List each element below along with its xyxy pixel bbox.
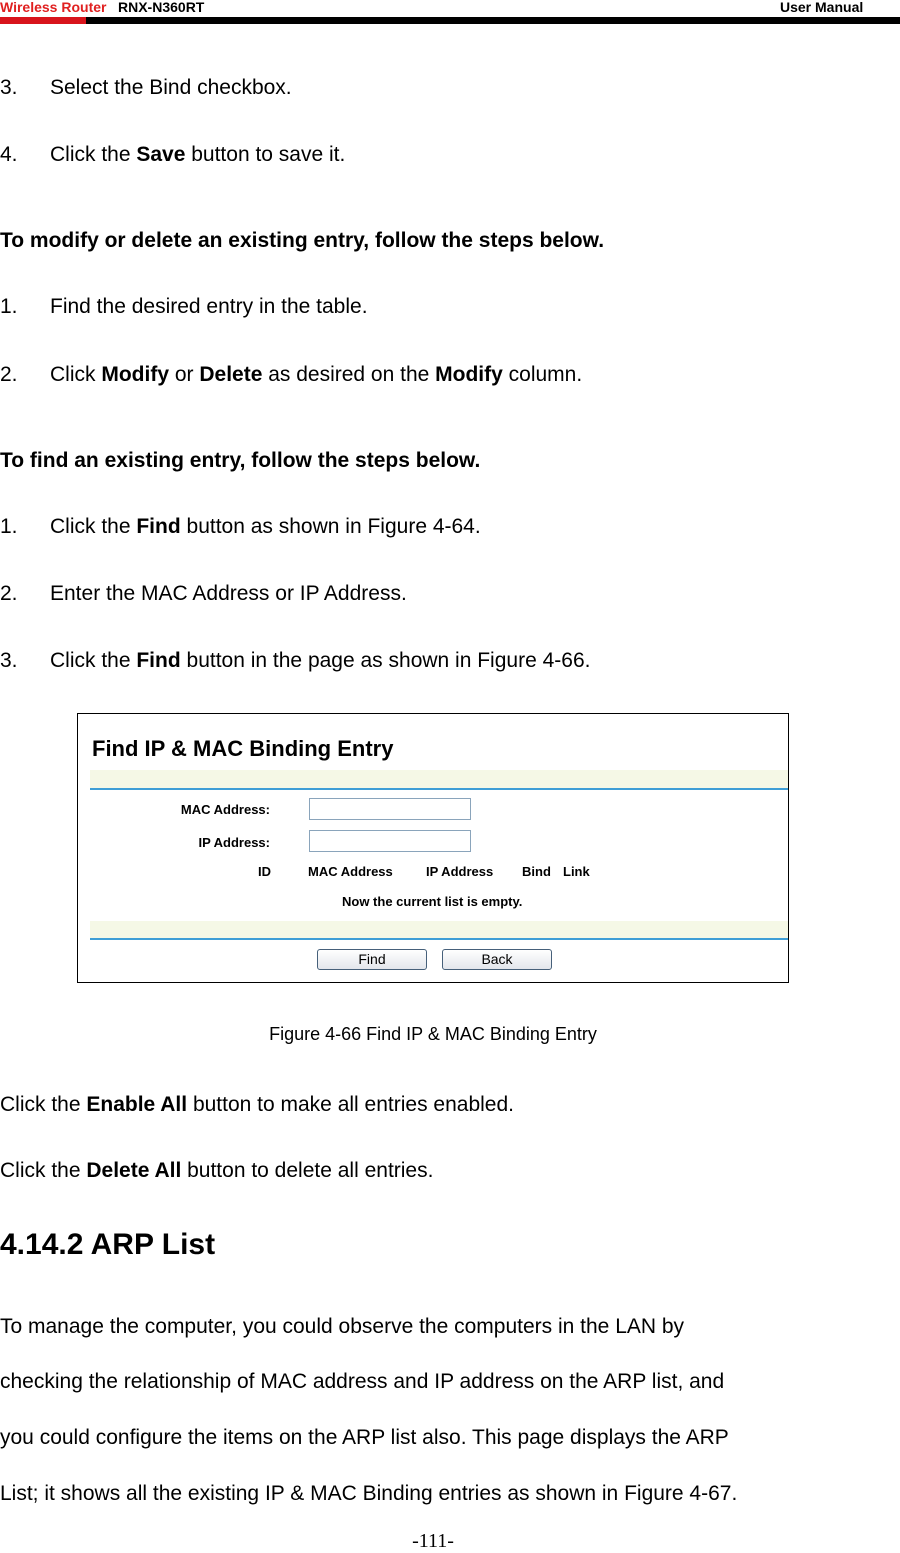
step-click-find-page xyxy=(0,648,590,674)
step-text: or xyxy=(169,363,200,386)
page-number: -111- xyxy=(412,1530,454,1552)
step-text: Click the xyxy=(50,515,137,538)
paragraph-line: checking the relationship of MAC address and IP address on the ARP list, and xyxy=(0,1370,725,1393)
step-number: 3. xyxy=(0,649,18,672)
top-rule xyxy=(90,788,788,790)
body-text: button to make all entries enabled. xyxy=(187,1093,514,1116)
column-ip-address: IP Address xyxy=(426,864,494,879)
column-mac-address: MAC Address xyxy=(308,864,393,879)
step-number: 3. xyxy=(0,76,18,99)
step-text: as desired on the xyxy=(262,363,436,386)
header-brand: Wireless Router xyxy=(0,0,107,15)
step-click-find xyxy=(0,514,481,540)
body-text: Click the xyxy=(0,1159,87,1182)
step-number: 4. xyxy=(0,143,18,166)
step-find-entry xyxy=(0,294,368,320)
paragraph-line: you could configure the items on the ARP list also. This page displays the ARP xyxy=(0,1426,729,1449)
step-text: Click xyxy=(50,363,102,386)
column-link: Link xyxy=(563,864,590,879)
delete-all-text xyxy=(0,1158,433,1184)
figure-title: Find IP & MAC Binding Entry xyxy=(92,736,394,761)
empty-list-message: Now the current list is empty. xyxy=(342,894,523,909)
step-bold: Modify xyxy=(101,363,169,386)
step-text: button in the page as shown in Figure 4-66. xyxy=(180,649,591,672)
section-title: 4.14.2 ARP List xyxy=(0,1228,216,1261)
step-enter-address xyxy=(0,581,407,607)
step-text: Find the desired entry in the table. xyxy=(50,295,368,318)
body-bold: Enable All xyxy=(86,1093,188,1116)
step-text: button to save it. xyxy=(185,143,346,166)
find-button[interactable]: Find xyxy=(317,949,427,970)
back-button[interactable]: Back xyxy=(442,949,552,970)
ip-address-input[interactable] xyxy=(309,830,471,852)
step-number: 1. xyxy=(0,295,18,318)
find-heading: To find an existing entry, follow the steps below. xyxy=(0,449,481,472)
mac-address-label: MAC Address: xyxy=(180,802,270,817)
step-text: Click the xyxy=(50,649,137,672)
step-modify-delete xyxy=(0,362,582,388)
body-text: Click the xyxy=(0,1093,87,1116)
column-bind: Bind xyxy=(522,864,551,879)
step-number: 2. xyxy=(0,582,18,605)
modify-heading: To modify or delete an existing entry, follow the steps below. xyxy=(0,229,605,252)
figure-caption: Figure 4-66 Find IP & MAC Binding Entry xyxy=(269,1024,597,1044)
body-bold: Delete All xyxy=(86,1159,182,1182)
step-text: column. xyxy=(502,363,583,386)
step-text: Select the Bind checkbox. xyxy=(50,76,292,99)
step-bold: Save xyxy=(136,143,186,166)
bottom-rule xyxy=(90,938,788,940)
body-text: button to delete all entries. xyxy=(181,1159,434,1182)
header-model: RNX-N360RT xyxy=(118,0,205,15)
header-doc-type: User Manual xyxy=(780,0,864,15)
step-bold: Delete xyxy=(199,363,263,386)
mac-address-input[interactable] xyxy=(309,798,471,820)
step-bold: Modify xyxy=(435,363,503,386)
column-id: ID xyxy=(258,864,271,879)
find-binding-figure xyxy=(77,713,789,983)
title-band xyxy=(90,770,788,788)
step-bold: Find xyxy=(136,649,181,672)
step-text: Click the xyxy=(50,143,137,166)
step-select-bind xyxy=(0,75,292,101)
step-text: button as shown in Figure 4-64. xyxy=(180,515,481,538)
ip-address-label: IP Address: xyxy=(198,835,270,850)
header-red-bar xyxy=(0,17,86,24)
step-bold: Find xyxy=(136,515,181,538)
paragraph-line: List; it shows all the existing IP & MAC Binding entries as shown in Figure 4-67. xyxy=(0,1482,738,1505)
step-click-save xyxy=(0,142,345,168)
paragraph-line: To manage the computer, you could observe the computers in the LAN by xyxy=(0,1315,685,1338)
page-header xyxy=(0,0,900,26)
step-number: 1. xyxy=(0,515,18,538)
header-black-bar xyxy=(86,17,900,24)
step-number: 2. xyxy=(0,363,18,386)
step-text: Enter the MAC Address or IP Address. xyxy=(50,582,407,605)
enable-all-text xyxy=(0,1092,514,1118)
bottom-band xyxy=(90,921,788,939)
